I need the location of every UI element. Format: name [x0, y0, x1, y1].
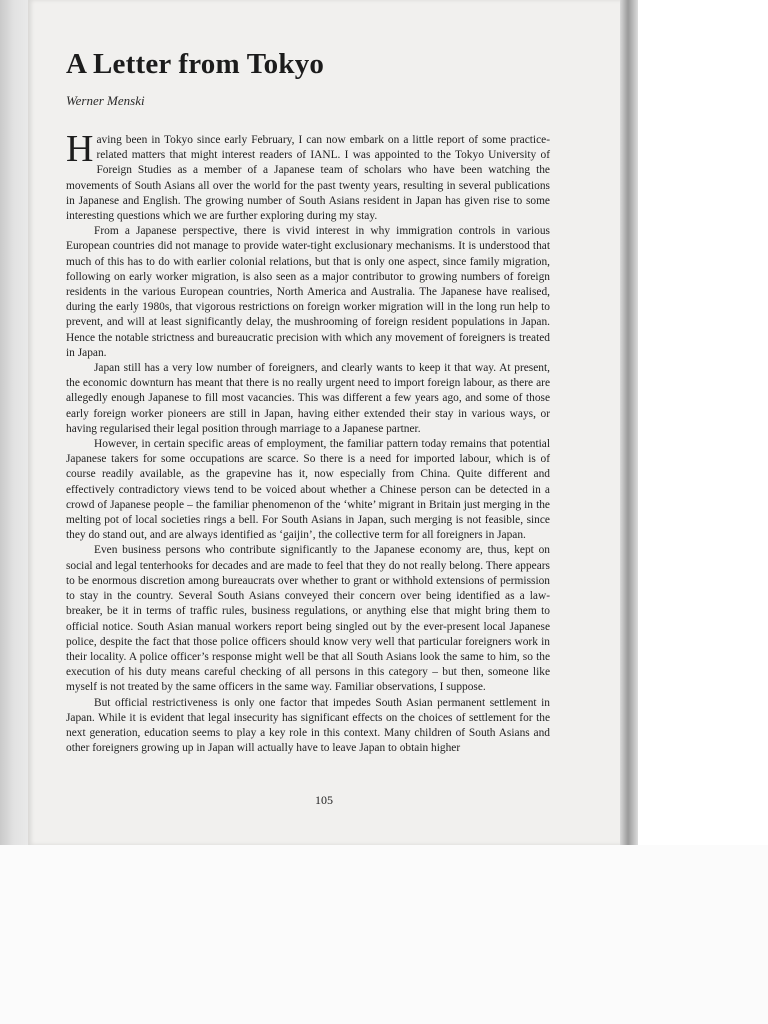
paragraph-6: But official restrictiveness is only one factor that impedes South Asian permanent settlement in Japan. While it is evident that legal insecurity has significant effects on the choices of settlement for the next generation, education seems to play a key role in this context. Many children of South Asians and other foreigners growing up in Japan will actually have to leave Japan to obtain higher [66, 696, 550, 755]
book-gutter-shadow [620, 0, 638, 845]
paragraph-5: Even business persons who contribute significantly to the Japanese economy are, thus, kept on social and legal tenterhooks for decades and are made to feel that they do not really belong. There appears to be enormous discretion among bureaucrats over whether to grant or withhold extensions of permission to stay in the country. Several South Asians conveyed their concern over being identified as a law-breaker, be it in terms of traffic rules, business regulations, or anything else that might bring them to official notice. South Asian manual workers report being singled out by the ever-present local Japanese police, despite the fact that those police officers should know very well that particular foreigners work in their locality. A police officer’s response might well be that all South Asians look the same to him, so the execution of his duty means careful checking of all persons in this category – but then, someone like myself is not treated by the same officers in the same way. Familiar observations, I suppose. [66, 544, 550, 694]
paragraph-1-text: aving been in Tokyo since early February, I can now embark on a little report of some practice-related matters that might interest readers of IANL. I was appointed to the Tokyo University of Foreign Studies as a member of a Japanese team of scholars who have been watching the movements of South Asians all over the world for the past twenty years, resulting in several publications in Japanese and English. The growing number of South Asians resident in Japan has given rise to some interesting questions which we are further exploring during my stay. [66, 134, 550, 223]
article-title: A Letter from Tokyo [66, 48, 325, 80]
paragraph-1 [66, 128, 550, 224]
article-author: Werner Menski [66, 93, 145, 108]
scan-background [0, 845, 768, 1024]
article-body [66, 128, 550, 756]
paragraph-3: Japan still has a very low number of foreigners, and clearly wants to keep it that way. At present, the economic downturn has meant that there is no really urgent need to import foreign labour, as there are allegedly enough Japanese to fill most vacancies. This was different a few years ago, and some of those early foreign worker pioneers are still in Japan, having either extended their stay in various ways, or having regularised their legal position through marriage to a Japanese partner. [66, 362, 550, 435]
paragraph-4: However, in certain specific areas of employment, the familiar pattern today remains that potential Japanese takers for some occupations are scarce. So there is a need for imported labour, which is of course readily available, as the grapevine has it, now especially from China. Quite different and effectively contradictory views tend to be voiced about whether a Chinese person can be detected in a crowd of Japanese people – the familiar phenomenon of the ‘white’ migrant in Britain just merging in the melting pot of local societies rings a bell. For South Asians in Japan, such merging is not feasible, since they do stand out, and are always identified as ‘gaijin’, the collective term for all foreigners in Japan. [66, 438, 550, 542]
page-number: 105 [315, 793, 333, 807]
drop-cap: H [66, 128, 94, 170]
paragraph-2: From a Japanese perspective, there is vivid interest in why immigration controls in various European countries did not manage to provide water-tight exclusionary mechanisms. It is understood that much of this has to do with earlier colonial relations, but that is only one aspect, since family migration, following on early worker migration, is also seen as a major contributor to growing numbers of foreign residents in the various European countries, North America and Australia. The Japanese have realised, during the early 1980s, that vigorous restrictions on foreign worker migration will in the long run help to prevent, and will at least significantly delay, the mushrooming of foreign resident populations in Japan. Hence the notable strictness and bureaucratic precision with which any movement of foreigners is treated in Japan. [66, 225, 550, 359]
